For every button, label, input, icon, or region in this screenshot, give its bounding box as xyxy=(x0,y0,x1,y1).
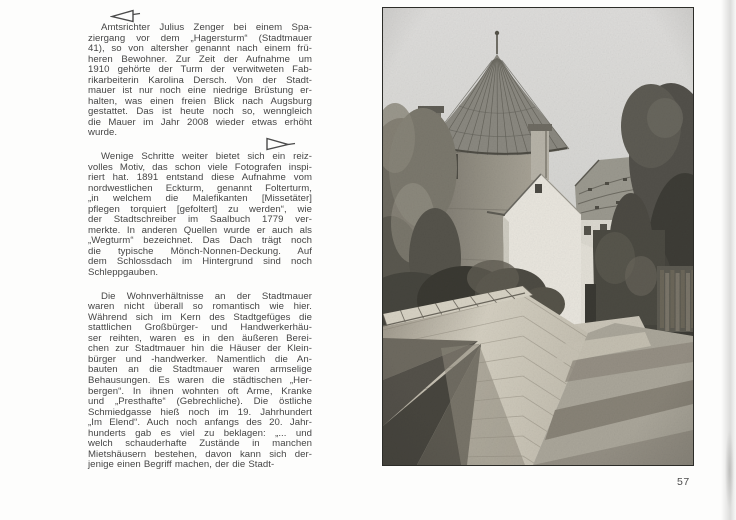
text-line: Wenige Schritte weiter bietet sich ein reiz- xyxy=(101,151,312,163)
text-line: dem Schlossdach im Hintergrund sind noch xyxy=(88,256,312,268)
text-line: pflegen torquiert [gefoltert] zu werden“, wie xyxy=(88,203,312,215)
text-line: wurde. xyxy=(88,127,118,139)
text-line: waren nicht überall so romantisch wie hier. xyxy=(88,301,312,313)
text-line: die typische Mönch-Nonnen-Deckung. Auf xyxy=(88,245,312,257)
text-line: Schmiedgasse hieß noch im 19. Jahrhundert xyxy=(88,406,312,418)
text-line: „Im Elend“. Auch noch anfangs des 20. Jahr- xyxy=(88,417,312,429)
text-line: 41), so von altersher genannt nach einem frü- xyxy=(88,43,312,55)
text-line: jenige einen Begriff machen, der die Stadt- xyxy=(88,459,275,471)
paragraph xyxy=(88,292,312,471)
text-line: die Mauer im Jahr 2008 wieder etwas erhöht xyxy=(88,116,312,128)
text-line: der Stadtschreiber im Saalbuch 1779 ver- xyxy=(88,214,312,226)
text-line: ziergang vor dem „Hagersturm“ (Stadtmauer xyxy=(88,32,312,44)
text-line: bauten an die Stadtmauer waren armselige xyxy=(88,364,312,376)
text-line: gestattet. Das ist heute noch so, wenngleich xyxy=(88,106,312,118)
text-line: welch schauderhafte Zustände in manchen xyxy=(88,438,312,450)
text-line: nordwestlichen Eckturm, genannt Folterturm, xyxy=(88,182,312,194)
photo-folterturm xyxy=(382,7,694,466)
text-line: Während sich im Kern des Stadtgefüges die xyxy=(88,311,312,323)
text-line: volles Motiv, das schon viele Fotografen inspi- xyxy=(88,161,312,173)
text-line: merkte. In anderen Quellen wurde er auch als xyxy=(88,224,312,236)
photo-illustration xyxy=(383,8,693,465)
text-line: Behausungen. Es waren die städtischen „Her- xyxy=(88,374,312,386)
text-line: riert hat. 1891 entstand diese Aufnahme vom xyxy=(88,172,312,184)
text-line: Schleppgauben. xyxy=(88,267,159,279)
paragraph xyxy=(88,23,312,139)
paragraph xyxy=(88,152,312,279)
text-line: bergen“. In ihnen wohnten oft Arme, Kranke xyxy=(88,385,312,397)
text-line: heren Bewohner. Zur Zeit der Aufnahme um xyxy=(88,53,312,65)
text-line: mauer ist nur noch eine niedrige Brüstung er- xyxy=(88,85,312,97)
text-line: „in welchem die Malefikanten [Missetäter] xyxy=(88,193,312,205)
text-line: und „Presthafte“ (Gebrechliche). Die östliche xyxy=(88,396,312,408)
text-line: Die Wohnverhältnisse an der Stadtmauer xyxy=(101,290,312,302)
text-line: hunderts gab es viel zu beklagen: „... und xyxy=(88,427,312,439)
page-edge-shadow-blob xyxy=(725,430,734,510)
text-line: Mietshäusern bestehen, davon kann sich der- xyxy=(88,448,312,460)
text-line: „Wegturm“ bezeichnet. Das Dach trägt noch xyxy=(88,235,312,247)
text-line: 1910 gehörte der Turm der verwitweten Fab- xyxy=(88,64,312,76)
text-line: Amtsrichter Julius Zenger bei einem Spa- xyxy=(101,22,312,33)
text-line: halten, was einen freien Blick nach Augsburg xyxy=(88,95,312,107)
text-column xyxy=(88,23,312,471)
text-line: rikarbeiterin Karolina Dersch. Von der Stadt- xyxy=(88,74,312,86)
text-line: bürger und -handwerker. Namentlich die An- xyxy=(88,353,312,365)
text-line: ser reihten, waren es in den äußeren Berei- xyxy=(88,332,312,344)
text-line: stattlichen Großbürger- und Handwerkerhäu- xyxy=(88,322,312,334)
text-line: chen zur Stadtmauer hin die Häuser der Klein- xyxy=(88,343,312,355)
page-number: 57 xyxy=(677,476,690,488)
